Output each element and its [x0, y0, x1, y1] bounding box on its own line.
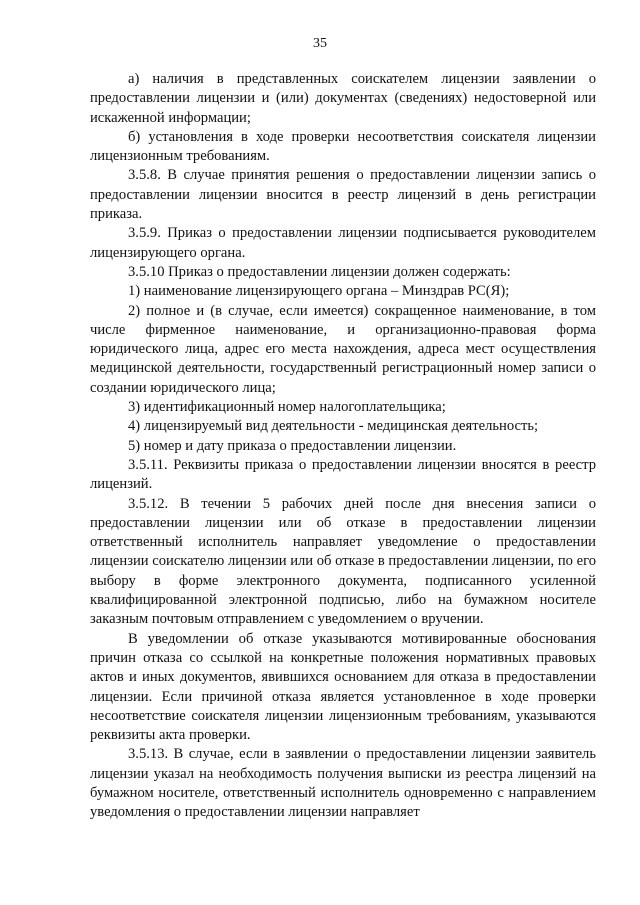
- document-body: [90, 70, 596, 823]
- list-item-5: 5) номер и дату приказа о предоставлении лицензии.: [128, 437, 457, 454]
- list-item-4: 4) лицензируемый вид деятельности - медицинская деятельность;: [128, 418, 539, 435]
- page-number: 35: [313, 36, 327, 51]
- list-item-3: 3) идентификационный номер налогоплательщика;: [128, 399, 446, 416]
- paragraph-3-5-12: 3.5.12. В течении 5 рабочих дней после дня внесения записи о предоставлении лицензии или об отказе в предоставлении лицензии ответственный исполнитель направляет уведомление о предоставлении лицензии соискателю лицензии или об отказе в предоставлении лицензии, по его выбору в форме электронного документа, подписанного усиленной квалифицированной электронной подписью, либо на бумажном носителе заказным почтовым отправлением с уведомлением о вручении.: [90, 495, 596, 628]
- list-item-2: 2) полное и (в случае, если имеется) сокращенное наименование, в том числе фирменное наименование, и организационно-правовая форма юридического лица, адрес его места нахождения, адреса мест осуществления медицинской деятельности, государственный регистрационный номер записи о создании юридического лица;: [90, 302, 596, 396]
- list-item-1: 1) наименование лицензирующего органа – Минздрав РС(Я);: [128, 283, 510, 300]
- paragraph-item-a: а) наличия в представленных соискателем лицензии заявлении о предоставлении лицензии и (или) документах (сведениях) недостоверной или искаженной информации;: [90, 71, 596, 126]
- paragraph-3-5-13: 3.5.13. В случае, если в заявлении о предоставлении лицензии заявитель лицензии указал на необходимость получения выписки из реестра лицензий на бумажном носителе, ответственный исполнитель одновременно с направлением уведомления о предоставлении лицензии направляет: [90, 746, 596, 821]
- paragraph-3-5-9: 3.5.9. Приказ о предоставлении лицензии подписывается руководителем лицензирующего органа.: [90, 225, 596, 261]
- paragraph-3-5-10: 3.5.10 Приказ о предоставлении лицензии должен содержать:: [128, 263, 511, 280]
- paragraph-3-5-8: 3.5.8. В случае принятия решения о предоставлении лицензии запись о предоставлении лицензии вносится в реестр лицензий в день регистрации приказа.: [90, 167, 596, 223]
- paragraph-3-5-11: 3.5.11. Реквизиты приказа о предоставлении лицензии вносятся в реестр лицензий.: [90, 456, 596, 493]
- paragraph-refusal-notice: В уведомлении об отказе указываются мотивированные обоснования причин отказа со ссылкой на конкретные положения нормативных правовых актов и иных документов, явившихся основанием для отказа в предоставлении лицензии. Если причиной отказа является установленное в ходе проверки несоответствие соискателя лицензии лицензионным требованиям, указываются реквизиты акта проверки.: [90, 630, 596, 744]
- paragraph-item-b: б) установления в ходе проверки несоответствия соискателя лицензии лицензионным требованиям.: [90, 128, 596, 165]
